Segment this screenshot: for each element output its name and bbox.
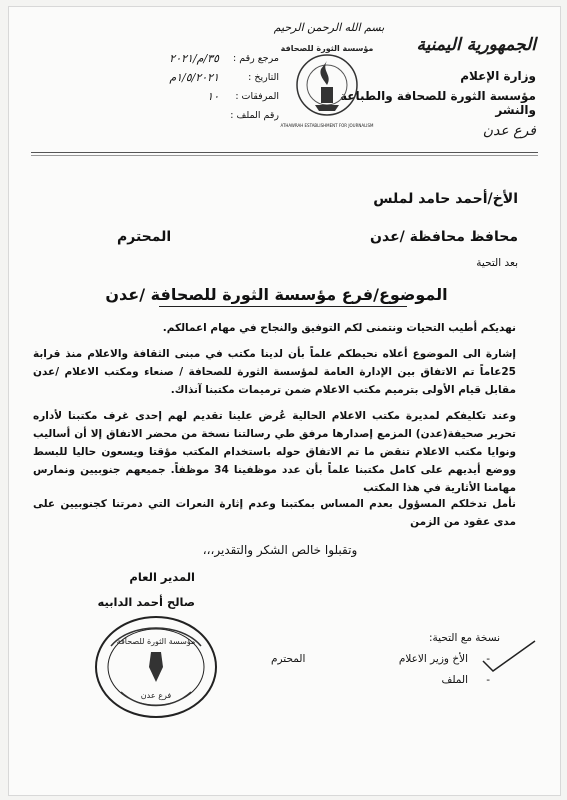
- stamp-text-top: مؤسسة الثورة للصحافة: [116, 637, 196, 646]
- header-divider-thin: [31, 155, 538, 156]
- copy-item-1-name: الأخ وزير الاعلام: [398, 653, 468, 665]
- logo-text-en: ATHAWRAH ESTABLISHMENT FOR JOURNALISM: [280, 123, 374, 128]
- branch-name: فرع عدن: [482, 123, 536, 139]
- attachments-value: ١٠: [207, 90, 219, 103]
- file-label: رقم الملف :: [230, 110, 279, 121]
- greeting: بعد التحية: [476, 257, 518, 269]
- paragraph-4: نأمل تدخلكم المسؤول بعدم المساس بمكتبنا وعدم إثارة النعرات التي دمرتنا كجنوبيين على مدى عقود من الزمن: [33, 498, 516, 528]
- paragraph-3: وعند تكليفكم لمديرة مكتب الاعلام الحالية عُرض علينا تقديم لهم إحدى غرف مكتبنا لأداره تحرير صحيفة(عدن) المزمع إصدارها مرفق طي رسالتنا نسخة من محضر الاتفاق إلا أن أساليب ونوايا مكتب الاعلام تنقض ما تم الاتفاق حوله باستخدام المكتب مؤقتا ويسعون حاليا للبسط ووضع أيديهم على كامل مكتبنا علماً بأن عدد موظفينا 34 موظفاً. جميعهم جنوبيين ونمارس مهامنا الأثارية في هذا المكتب: [33, 410, 516, 494]
- date-label: التاريخ :: [248, 72, 279, 83]
- copy-item-1-honorific: المحترم: [271, 653, 306, 665]
- recipient-name: الأخ/أحمد حامد لملس: [373, 191, 518, 207]
- ref-label: مرجع رقم :: [233, 53, 279, 64]
- bismillah: بسم الله الرحمن الرحيم: [273, 21, 385, 34]
- logo-text: مؤسسة الثورة للصحافة: [280, 44, 374, 53]
- signatory-name: صالح أحمد الدابيه: [97, 595, 195, 609]
- copy-item-2-dash: -: [486, 674, 490, 686]
- file-row: [69, 106, 279, 125]
- ministry-name: وزارة الإعلام: [460, 69, 536, 83]
- ref-value: ٣٥/م/٢٠٢١: [169, 52, 219, 65]
- subject-line: الموضوع/فرع مؤسسة الثورة للصحافة /عدن: [105, 285, 448, 304]
- copy-item-2-name: الملف: [441, 674, 468, 686]
- ref-row: [69, 49, 279, 68]
- document-page: [8, 6, 561, 796]
- date-row: [69, 68, 279, 87]
- foundation-logo: [277, 35, 377, 135]
- header-divider: [31, 152, 538, 153]
- stamp-text-bottom: فرع عدن: [140, 691, 172, 700]
- republic-name: الجمهورية اليمنية: [416, 35, 536, 55]
- paragraph-2: إشارة الى الموضوع أعلاه نحيطكم علماً بأن لدينا مكتب في مبنى الثقافة والاعلام منذ قرابة 25عاماً تم الاتفاق بين الإدارة العامة لمؤسسة الثورة للصحافة / صنعاء ومكتب الاعلام /عدن مقابل قيام الأولى بترميم مكتب الاعلام ضمن ترميمات مكتبنا آنذاك.: [33, 348, 516, 396]
- recipient-honorific: المحترم: [117, 229, 172, 245]
- attachments-label: المرفقات :: [235, 91, 279, 102]
- copy-item-1-dash: -: [486, 653, 490, 665]
- closing-line: وتقبلوا خالص الشكر والتقدير،،،: [202, 543, 358, 557]
- attachments-row: [69, 87, 279, 106]
- handwritten-check-icon: [479, 637, 539, 677]
- official-stamp: [91, 612, 221, 722]
- recipient-title: محافظ محافظة /عدن: [370, 229, 518, 245]
- subject-underline: [159, 306, 407, 307]
- signatory-title: المدير العام: [129, 570, 195, 584]
- date-value: ١/٥/٢٠٢١م: [169, 71, 219, 84]
- foundation-name: مؤسسة الثورة للصحافة والطباعة والنشر: [340, 89, 536, 117]
- paragraph-1: نهديكم أطيب التحيات ونتمنى لكم التوفيق والنجاح في مهام اعمالكم.: [162, 322, 516, 334]
- copies-label: نسخة مع التحية:: [429, 632, 500, 644]
- letter-meta: [69, 49, 279, 125]
